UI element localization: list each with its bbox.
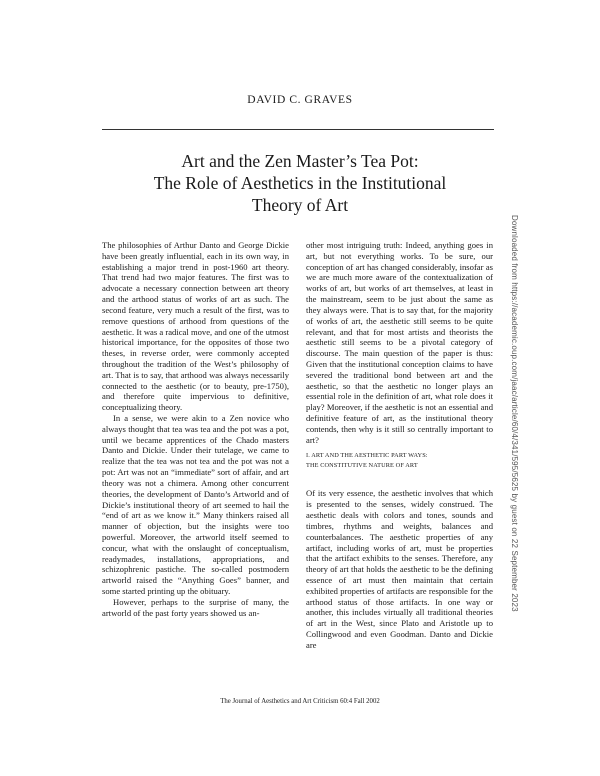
paragraph: In a sense, we were akin to a Zen novice who always thought that tea was tea and the pot was a pot, until we became apprentices of the Chado masters Danto and Dickie. Under their tutelage, we came to realize that the tea was not tea and the pot was not a pot: Art was not an “immediate” sort of affair, and art theory was not a chimera. Among other concurrent theories, the development of Danto’s Artworld and of Dickie’s institutional theory of art seemed to hail the “end of art as we know it.” Many thinkers raised all manner of objection, but the insights were too powerful. Moreover, the artworld itself seemed to concur, what with the onslaught of conceptualism, readymades, installations, appropriations, and schizophrenic pastiche. The so-called postmodern artworld raised the “Anything Goes” banner, and some started printing up the obituary.	[102, 413, 289, 596]
section-heading-line-1: I. ART AND THE AESTHETIC PART WAYS:	[306, 452, 428, 460]
title-line-2: The Role of Aesthetics in the Institutional	[153, 173, 447, 193]
journal-footer: The Journal of Aesthetics and Art Criticism 60:4 Fall 2002	[220, 698, 380, 705]
paragraph: The philosophies of Arthur Danto and George Dickie have been greatly influential, each in its own way, in establishing a major trend in post-1960 art theory. That trend had two major features. The first was to advocate a necessary connection between art theory and the arthood status of works of art as such. The second feature, very much a result of the first, was to remove questions of arthood from questions of the aesthetic. It was a radical move, and one of the utmost historical importance, for the opposites of those two theses, in reverse order, were commonly accepted throughout the tradition of the West’s philosophy of art. That is to say, that arthood was always necessarily connected to the aesthetic (or to beauty, pre-1750), and therefore quite impervious to definitive, conceptualizing theory.	[102, 240, 289, 413]
right-column	[306, 240, 493, 651]
author-name: DAVID C. GRAVES	[247, 94, 353, 106]
section-heading	[306, 451, 493, 470]
title-line-1: Art and the Zen Master’s Tea Pot:	[181, 151, 419, 171]
paragraph: other most intriguing truth: Indeed, anything goes in art, but not everything works. To be sure, our conception of art has changed considerably, insofar as we are much more aware of the contextualization of works of art, but works of art themselves, at least in the mainstream, seem to be just about the same as they always were. That is to say that, for the majority of works of art, the aesthetic still seems to be quite relevant, and that for most artists and theorists the aesthetic still seems to be a pivotal category of discourse. The main question of the paper is thus: Given that the institutional conception claims to have severed the traditional bond between art and the aesthetic, so that the aesthetic no longer plays an essential role in the definition of art, what role does it play? Moreover, if the aesthetic is not an essential and definitive feature of art, as the institutional theory contends, then why is it still so centrally important to art?	[306, 240, 493, 445]
download-watermark: Downloaded from https://academic.oup.com/jaac/article/60/4/341/595/5625 by guest on 22 September 2023	[510, 215, 519, 612]
paragraph: However, perhaps to the surprise of many, the artworld of the past forty years showed us an-	[102, 596, 289, 618]
article-title	[0, 150, 600, 216]
title-line-3: Theory of Art	[251, 195, 349, 215]
left-column	[102, 240, 289, 618]
header-rule	[102, 129, 494, 130]
paragraph: Of its very essence, the aesthetic involves that which is presented to the senses, widely construed. The aesthetic deals with colors and tones, sounds and timbres, rhythms and weights, balances and counterbalances. The aesthetic properties of any artifact, including works of art, must be properties that the artifact exhibits to the senses. Therefore, any theory of art that holds the aesthetic to be the defining essence of art must then maintain that certain exhibited properties of artifacts are responsible for the arthood status of those artifacts. In one way or another, this includes virtually all traditional theories of art in the West, since Plato and Aristotle up to Collingwood and even Goodman. Danto and Dickie are	[306, 488, 493, 650]
section-heading-line-2: THE CONSTITUTIVE NATURE OF ART	[306, 461, 418, 469]
